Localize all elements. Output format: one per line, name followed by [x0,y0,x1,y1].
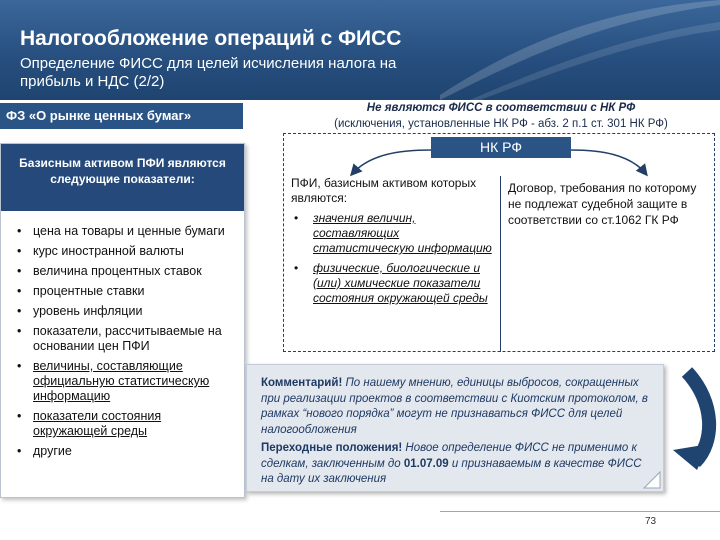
contract-exception-text: Договор, требования по которому не подлежат судебной защите в соответствии со ст.1062 ГК РФ [508,181,697,227]
underlying-asset-list [1,224,244,464]
comment-paragraph: Комментарий! По нашему мнению, единицы выбросов, сокращенных при реализации проектов в соответствии с Киотским протоколом, в рамках “нового порядка” могут не признаваться ФИСС для целей налогообложения [261,377,648,436]
corner-arrow-icon [640,468,662,490]
underlying-asset-item [1,264,244,279]
bullet-icon: • [17,304,22,318]
underlying-asset-item [1,409,244,439]
bullet-icon: • [17,324,22,338]
exceptions-title: Не являются ФИСС в соответствии с НК РФ [366,102,636,114]
pfi-exception-item: • значения величин, составляющих статистическую информацию [294,211,492,255]
underlying-asset-item-text: другие [33,444,72,458]
slide-header [0,0,720,100]
bullet-icon: • [17,244,22,258]
law-tab-securities-market: ФЗ «О рынке ценных бумаг» [0,103,243,129]
transition-paragraph: Переходные положения! Новое определение ФИСС не применимо к сделкам, заключенным до 01.07.09 и признаваемым в качестве ФИСС на дату их заключения [261,442,642,485]
page-subtitle: Определение ФИСС для целей исчисления налога на прибыль и НДС (2/2) [20,55,397,90]
pfi-exceptions-intro: ПФИ, базисным активом которых являются: [291,176,477,205]
header-swoosh-decoration [440,0,720,100]
underlying-asset-item [1,324,244,354]
underlying-asset-item-text: цена на товары и ценные бумаги [33,224,225,238]
underlying-asset-item-text: уровень инфляции [33,304,143,318]
bullet-icon: • [17,224,22,238]
comment-box [246,364,664,492]
pfi-exceptions-column [291,176,496,306]
bullet-icon: • [17,284,22,298]
column-divider [500,176,501,352]
exceptions-subtitle: (исключения, установленные НК РФ - абз. 2 п.1 ст. 301 НК РФ) [334,118,668,130]
underlying-asset-item-text: курс иностранной валюты [33,244,184,258]
underlying-asset-item [1,304,244,319]
bullet-icon: • [17,444,22,458]
underlying-asset-item [1,444,244,459]
pfi-exception-item: • физические, биологические и (или) химические показатели состояния окружающей среды [294,261,488,305]
curved-arrow-icon [665,362,720,472]
underlying-asset-item [1,224,244,239]
underlying-asset-item [1,359,244,404]
underlying-asset-heading: Базисным активом ПФИ являются следующие показатели: [1,144,244,211]
underlying-asset-item [1,284,244,299]
bullet-icon: • [17,359,22,373]
page-title: Налогообложение операций с ФИСС [20,27,402,50]
underlying-asset-item-text: показатели, рассчитываемые на основании цен ПФИ [33,324,222,353]
underlying-asset-item-text: величины, составляющие официальную статистическую информацию [33,359,210,403]
footer-rule [440,511,720,512]
exceptions-heading [282,100,720,132]
underlying-asset-panel [0,143,245,498]
underlying-asset-item-text: величина процентных ставок [33,264,202,278]
bullet-icon: • [17,264,22,278]
underlying-asset-item [1,244,244,259]
bullet-icon: • [17,409,22,423]
underlying-asset-item-text: процентные ставки [33,284,145,298]
underlying-asset-item-text: показатели состояния окружающей среды [33,409,162,438]
tax-code-box: НК РФ [431,137,571,158]
page-number: 73 [645,516,657,527]
